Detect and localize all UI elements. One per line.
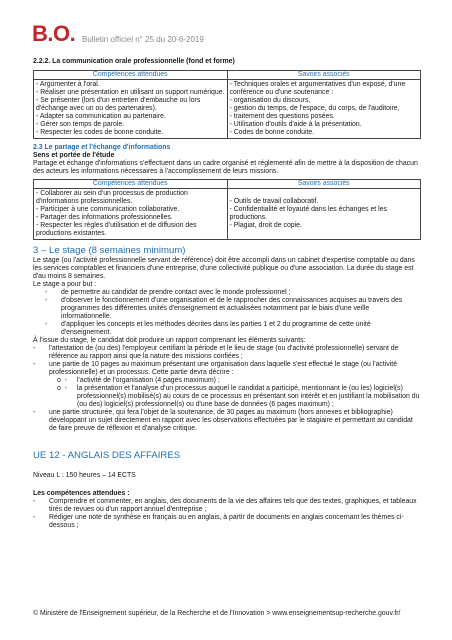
list-item: - traitement des questions posées. [229, 113, 335, 120]
list-item: - Codes de bonne conduite. [229, 129, 315, 136]
competences-cell [34, 189, 228, 240]
ue12-competences-title: Les compétences attendues : [33, 490, 130, 497]
list-item: - une partie structurée, qui fera l'objet de la soutenance, de 30 pages au maximum (hors annexes et bibliographie) développant un sujet directement en rapport avec les observations effectuées par le stagiaire et permettant au candidat de faire preuve de réflexion et d'analyse critique. [33, 409, 413, 432]
ue12-competences-list [33, 498, 421, 530]
list-item: - Respecter les règles d'utilisation et de diffusion des productions existantes. [36, 222, 197, 237]
table-header-competences: Compétences attendues [34, 71, 228, 80]
list-item: - Partager des informations professionnelles. [36, 214, 173, 221]
footer-copyright: © Ministère de l'Enseignement supérieur, de la Recherche et de l'Innovation > www.enseignementsup-recherche.gouv.fr/ [33, 610, 401, 617]
bo-logo: B.O. [32, 21, 76, 46]
list-item: - de permettre au candidat de prendre contact avec le monde professionnel ; [45, 289, 291, 296]
list-item: o - l'activité de l'organisation (4 pages maximum) ; [57, 377, 220, 384]
list-item: - Argumenter à l'oral. [36, 81, 100, 88]
list-item: - Rédiger une note de synthèse en français ou en anglais, à partir de documents en anglais concernant les thèmes ci-dessous ; [33, 514, 404, 529]
list-item: - organisation du discours, [229, 97, 311, 104]
list-item: - Comprendre et commenter, en anglais, des documents de la vie des affaires tels que des textes, graphiques, et tableaux tirés de revues ou d'un rapport annuel d'entreprise ; [33, 498, 417, 513]
stage-docs-list [33, 345, 421, 433]
competences-table-oral [33, 70, 421, 139]
table-header-savoirs: Savoirs associés [227, 71, 421, 80]
list-item: - Techniques orales et argumentatives d'un exposé, d'une conférence ou d'une soutenance : [229, 81, 406, 96]
list-item: - d'observer le fonctionnement d'une organisation et de le rapprocher des connaissances acquises au travers des programmes des différentes unités d'enseignement et actualisées notamment par le biais d'une veille informationnelle. [45, 297, 403, 320]
list-item: - Confidentialité et loyauté dans les échanges et les productions. [229, 206, 387, 221]
sub-list [49, 377, 421, 409]
list-item: - Réaliser une présentation en utilisant un support numérique. [36, 89, 225, 96]
savoirs-cell [227, 189, 421, 240]
list-item: - Adapter sa communication au partenaire. [36, 113, 166, 120]
competences-table-partage [33, 179, 421, 240]
section-3-intro: Le stage (ou l'activité professionnelle servant de référence) doit être accompli dans un cabinet d'expertise comptable ou dans les services comptables et financiers d'une entreprise, d'une collectivité publique ou d'une association. La durée du stage est d'au moins 8 semaines. [33, 257, 415, 280]
list-item: - Utilisation d'outils d'aide à la présentation. [229, 121, 362, 128]
list-item: - Participer à une communication collaborative. [36, 206, 180, 213]
bulletin-subtitle: Bulletin officiel n° 25 du 20-6-2019 [82, 35, 204, 44]
ue12-level: Niveau L : 150 heures – 14 ECTS [33, 472, 136, 479]
list-item: - Gérer son temps de parole. [36, 121, 125, 128]
table-header-savoirs: Savoirs associés [227, 180, 421, 189]
list-item: - Respecter les codes de bonne conduite. [36, 129, 164, 136]
list-item: - Plagiat, droit de copie. [229, 222, 302, 229]
table-header-competences: Compétences attendues [34, 180, 228, 189]
section-3-title: 3 – Le stage (8 semaines minimum) [33, 245, 186, 256]
list-item: - Se présenter (lors d'un entretien d'embauche ou lors d'échange avec un ou des partenaires). [36, 97, 201, 112]
ue12-title: UE 12 - ANGLAIS DES AFFAIRES [33, 450, 181, 461]
list-item: o - la présentation et l'analyse d'un processus auquel le candidat a participé, mentionnant le (ou les) logiciel(s) professionnel(s) mobilisé(s) au cours de ce processus en présentant son intérêt et en justifiant la mobilisation du (ou des) logiciel(s) professionnel(s) ou d'une base de données (6 pages maximum) ; [57, 385, 420, 408]
list-item: - gestion du temps, de l'espace, du corps, de l'auditoire, [229, 105, 400, 112]
list-item: - Collaborer au sein d'un processus de production d'informations professionnelles. [36, 190, 188, 205]
stage-goals-list [33, 289, 421, 337]
document-body [33, 58, 421, 530]
list-item: - une partie de 10 pages au maximum présentant une organisation dans laquelle s'est effectué le stage (ou l'activité professionnelle) et un processus. Cette partie devra décrire : o - l'activité de l'organisation (4 pages maximum) ; o - la présentation et l'analyse d'un processus auquel le candidat a participé, mentionnant le (ou les) logiciel(s) professionnel(s) mobilisé(s) au cours de ce processus en présentant son intérêt et en justifiant la mobilisation du (ou des) logiciel(s) professionnel(s) ou d'une base de données (6 pages maximum) ; [33, 361, 420, 408]
list-item: - l'attestation de (ou des) l'employeur certifiant la période et le lieu de stage (ou d'activité professionnelle) servant de référence au rapport ainsi que la nature des missions confiées ; [33, 345, 399, 360]
section-23-intro: Partage et échange d'informations s'effectuent dans un cadre organisé et réglementé afin de mettre à la disposition de chacun des acteurs les informations nécessaires à l'accomplissement de leurs missions. [33, 160, 418, 175]
section-23-subtitle: Sens et portée de l'étude [33, 152, 115, 159]
list-item: - d'appliquer les concepts et les méthodes décrites dans les parties 1 et 2 du programme de cette unité d'enseignement. [45, 321, 371, 336]
savoirs-cell [227, 80, 421, 139]
section-222-title: 2.2.2. La communication orale professionnelle (fond et forme) [33, 58, 235, 65]
competences-cell [34, 80, 228, 139]
section-23-title: 2.3 Le partage et l'échange d'informations [33, 144, 171, 151]
stage-goals-lead: Le stage a pour but : [33, 281, 97, 288]
list-item: - Outils de travail collaboratif. [229, 198, 319, 205]
stage-docs-lead: À l'issue du stage, le candidat doit produire un rapport comprenant les éléments suivants: [33, 337, 306, 344]
